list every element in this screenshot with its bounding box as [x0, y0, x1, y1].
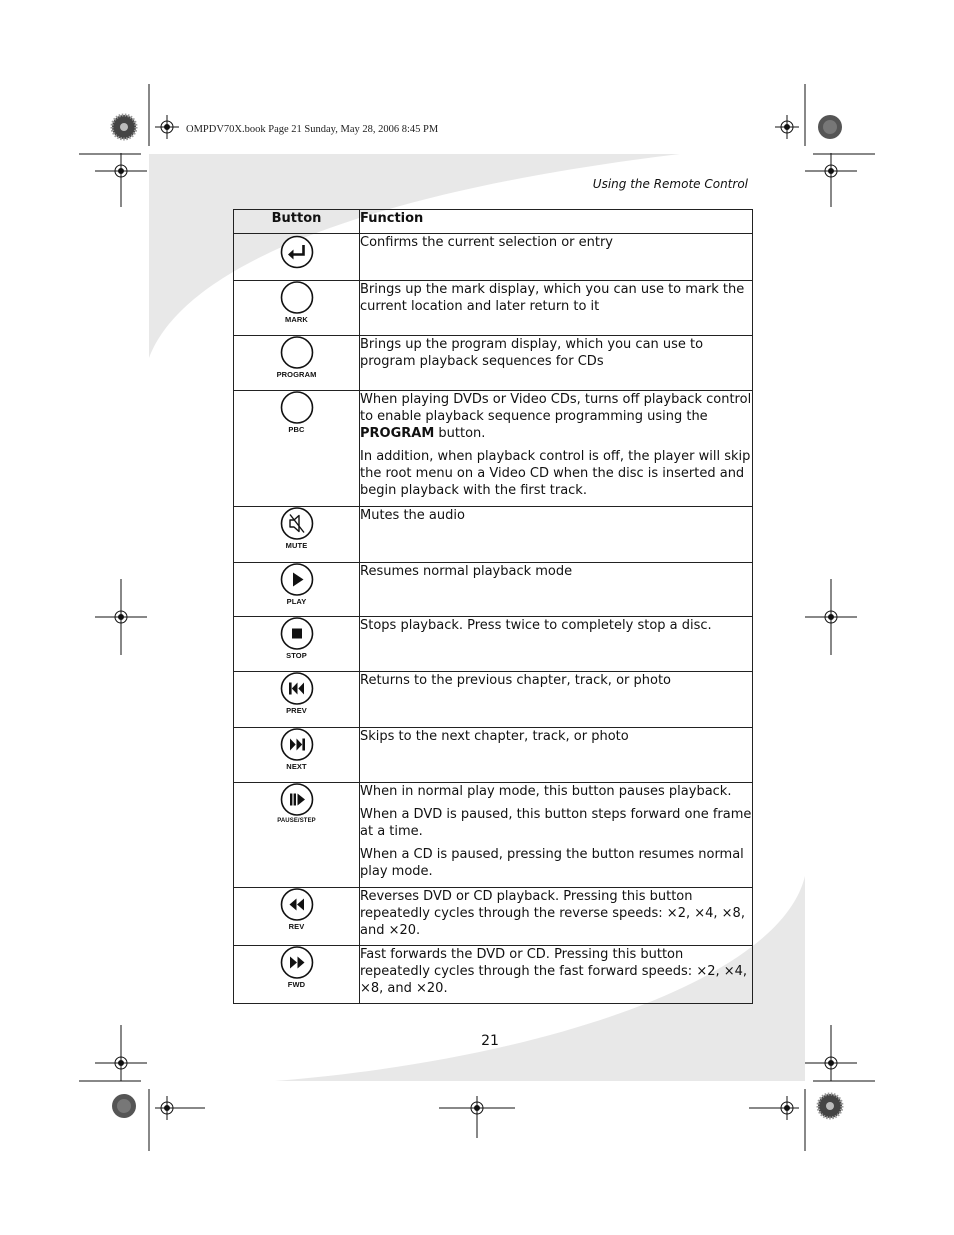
prev-icon: [279, 672, 315, 705]
button-cell: [234, 563, 360, 617]
table-row: [234, 783, 753, 888]
table-header-row: [234, 210, 753, 234]
button-function-table: [233, 209, 753, 1004]
button-label: PLAY: [286, 597, 307, 606]
function-text: Stops playback. Press twice to completely stop a disc.: [360, 618, 712, 633]
running-head: Using the Remote Control: [592, 177, 748, 191]
table-row: [234, 391, 753, 507]
pause-step-button: [237, 783, 357, 826]
function-cell: [360, 563, 753, 617]
fwd-button: [237, 946, 357, 989]
mute-button: [237, 507, 357, 550]
mute-icon: [279, 507, 315, 540]
function-cell: [360, 946, 753, 1004]
table-row: [234, 728, 753, 783]
pbc-button: [237, 391, 357, 434]
button-cell: [234, 281, 360, 336]
function-text: Fast forwards the DVD or CD. Pressing this button repeatedly cycles through the fast forward speeds: ×2, ×4, ×8, and ×20.: [360, 947, 748, 996]
function-text: When in normal play mode, this button pauses playback.: [360, 784, 732, 799]
table-row: [234, 672, 753, 728]
function-cell: [360, 391, 753, 507]
next-button: [237, 728, 357, 771]
fwd-icon: [279, 946, 315, 979]
header-function: Function: [360, 210, 753, 234]
button-label: MARK: [285, 315, 308, 324]
function-text: Mutes the audio: [360, 508, 465, 523]
next-icon: [279, 728, 315, 761]
enter-button: [237, 234, 357, 270]
function-text: Brings up the mark display, which you can use to mark the current location and later return to it: [360, 282, 745, 314]
stop-icon: [279, 617, 315, 650]
function-text: Confirms the current selection or entry: [360, 235, 614, 250]
function-cell: [360, 783, 753, 888]
page-number: 21: [481, 1033, 499, 1049]
table-row: [234, 946, 753, 1004]
print-info: OMPDV70X.book Page 21 Sunday, May 28, 2006 8:45 PM: [186, 124, 439, 135]
button-label: FWD: [287, 980, 306, 989]
pause-step-icon: [279, 783, 315, 816]
button-label: MUTE: [285, 541, 308, 550]
button-cell: [234, 946, 360, 1004]
function-cell: [360, 281, 753, 336]
button-cell: [234, 728, 360, 783]
function-text: In addition, when playback control is off, the player will skip the root menu on a Video CD when the disc is inserted and begin playback with the first track.: [360, 449, 751, 498]
table-row: [234, 507, 753, 563]
mark-button: [237, 281, 357, 324]
rev-icon: [279, 888, 315, 921]
rev-button: [237, 888, 357, 931]
button-cell: [234, 672, 360, 728]
program-button-icon: [279, 336, 315, 369]
table-row: [234, 617, 753, 672]
function-cell: [360, 234, 753, 281]
table-row: [234, 336, 753, 391]
function-text-part: button.: [434, 426, 486, 441]
mark-button-icon: [279, 281, 315, 314]
function-text-part: When playing DVDs or Video CDs, turns off playback control to enable playback sequence programming using the: [360, 392, 752, 424]
function-cell: [360, 336, 753, 391]
button-label: STOP: [286, 651, 307, 660]
button-label: REV: [288, 922, 305, 931]
button-label: PROGRAM: [276, 370, 317, 379]
function-text: Returns to the previous chapter, track, or photo: [360, 673, 671, 688]
button-cell: [234, 507, 360, 563]
function-cell: [360, 507, 753, 563]
function-cell: [360, 672, 753, 728]
prev-button: [237, 672, 357, 715]
table-row: [234, 234, 753, 281]
function-text: [360, 391, 752, 442]
stop-button: [237, 617, 357, 660]
function-cell: [360, 888, 753, 946]
function-text: Skips to the next chapter, track, or photo: [360, 729, 629, 744]
button-label: NEXT: [286, 762, 307, 771]
button-cell: [234, 888, 360, 946]
function-text: When a DVD is paused, this button steps forward one frame at a time.: [360, 807, 752, 839]
function-text: Brings up the program display, which you can use to program playback sequences for CDs: [360, 337, 704, 369]
button-cell: [234, 391, 360, 507]
function-text: Resumes normal playback mode: [360, 564, 573, 579]
function-text: When a CD is paused, pressing the button resumes normal play mode.: [360, 847, 744, 879]
function-cell: [360, 617, 753, 672]
header-button: Button: [234, 210, 360, 234]
button-label: PREV: [286, 706, 307, 715]
button-cell: [234, 234, 360, 281]
table-row: [234, 888, 753, 946]
button-cell: [234, 783, 360, 888]
program-button: [237, 336, 357, 379]
function-text: Reverses DVD or CD playback. Pressing this button repeatedly cycles through the reverse speeds: ×2, ×4, ×8, and ×20.: [360, 889, 745, 938]
program-keyword: PROGRAM: [360, 426, 435, 441]
button-cell: [234, 617, 360, 672]
table-row: [234, 281, 753, 336]
button-cell: [234, 336, 360, 391]
function-cell: [360, 728, 753, 783]
play-icon: [279, 563, 315, 596]
pbc-button-icon: [279, 391, 315, 424]
button-label: PAUSE/STEP: [277, 818, 316, 824]
table-row: [234, 563, 753, 617]
play-button: [237, 563, 357, 606]
button-label: PBC: [288, 425, 305, 434]
enter-icon: [279, 234, 315, 270]
